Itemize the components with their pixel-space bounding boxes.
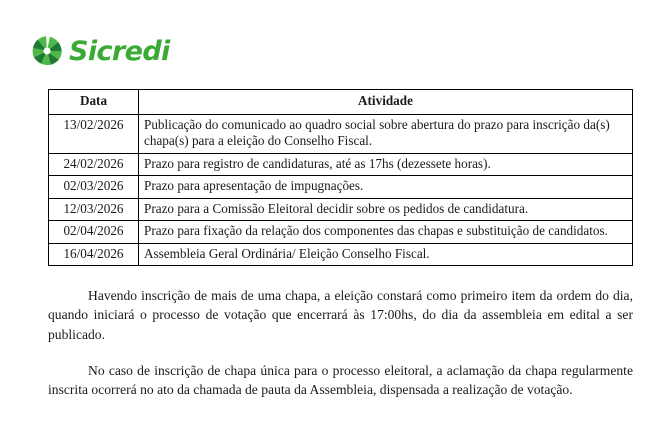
document-body bbox=[48, 286, 633, 399]
cell-activity: Prazo para fixação da relação dos componentes das chapas e substituição de candidatos. bbox=[139, 221, 633, 244]
table-row bbox=[49, 153, 633, 176]
cell-activity: Publicação do comunicado ao quadro social sobre abertura do prazo para inscrição da(s) chapa(s) para a eleição do Conselho Fiscal. bbox=[139, 114, 633, 153]
paragraph-multiple-slates: Havendo inscrição de mais de uma chapa, a eleição constará como primeiro item da ordem do dia, quando iniciará o processo de votação que encerrará às 17:00hs, do dia da assembleia em edital a ser publicado. bbox=[48, 288, 633, 342]
cell-date: 13/02/2026 bbox=[49, 114, 139, 153]
brand-header bbox=[31, 33, 170, 69]
cell-date: 02/04/2026 bbox=[49, 221, 139, 244]
cell-date: 16/04/2026 bbox=[49, 243, 139, 266]
election-calendar-table bbox=[48, 89, 633, 266]
cell-activity: Assembleia Geral Ordinária/ Eleição Conselho Fiscal. bbox=[139, 243, 633, 266]
table-row bbox=[49, 114, 633, 153]
table-row bbox=[49, 176, 633, 199]
cell-activity: Prazo para a Comissão Eleitoral decidir sobre os pedidos de candidatura. bbox=[139, 198, 633, 221]
table-header-row bbox=[49, 90, 633, 115]
paragraph-single-slate: No caso de inscrição de chapa única para o processo eleitoral, a aclamação da chapa regularmente inscrita ocorrerá no ato da chamada de pauta da Assembleia, dispensada a realização de votação. bbox=[48, 362, 633, 398]
cell-date: 12/03/2026 bbox=[49, 198, 139, 221]
cell-activity: Prazo para registro de candidaturas, até as 17hs (dezessete horas). bbox=[139, 153, 633, 176]
table-row bbox=[49, 243, 633, 266]
column-header-activity: Atividade bbox=[139, 90, 633, 115]
brand-name: Sicredi bbox=[69, 35, 170, 67]
cell-date: 24/02/2026 bbox=[49, 153, 139, 176]
table-row bbox=[49, 198, 633, 221]
table-row bbox=[49, 221, 633, 244]
cell-activity: Prazo para apresentação de impugnações. bbox=[139, 176, 633, 199]
column-header-date: Data bbox=[49, 90, 139, 115]
cell-date: 02/03/2026 bbox=[49, 176, 139, 199]
sicredi-pinwheel-logo-icon bbox=[31, 35, 63, 67]
